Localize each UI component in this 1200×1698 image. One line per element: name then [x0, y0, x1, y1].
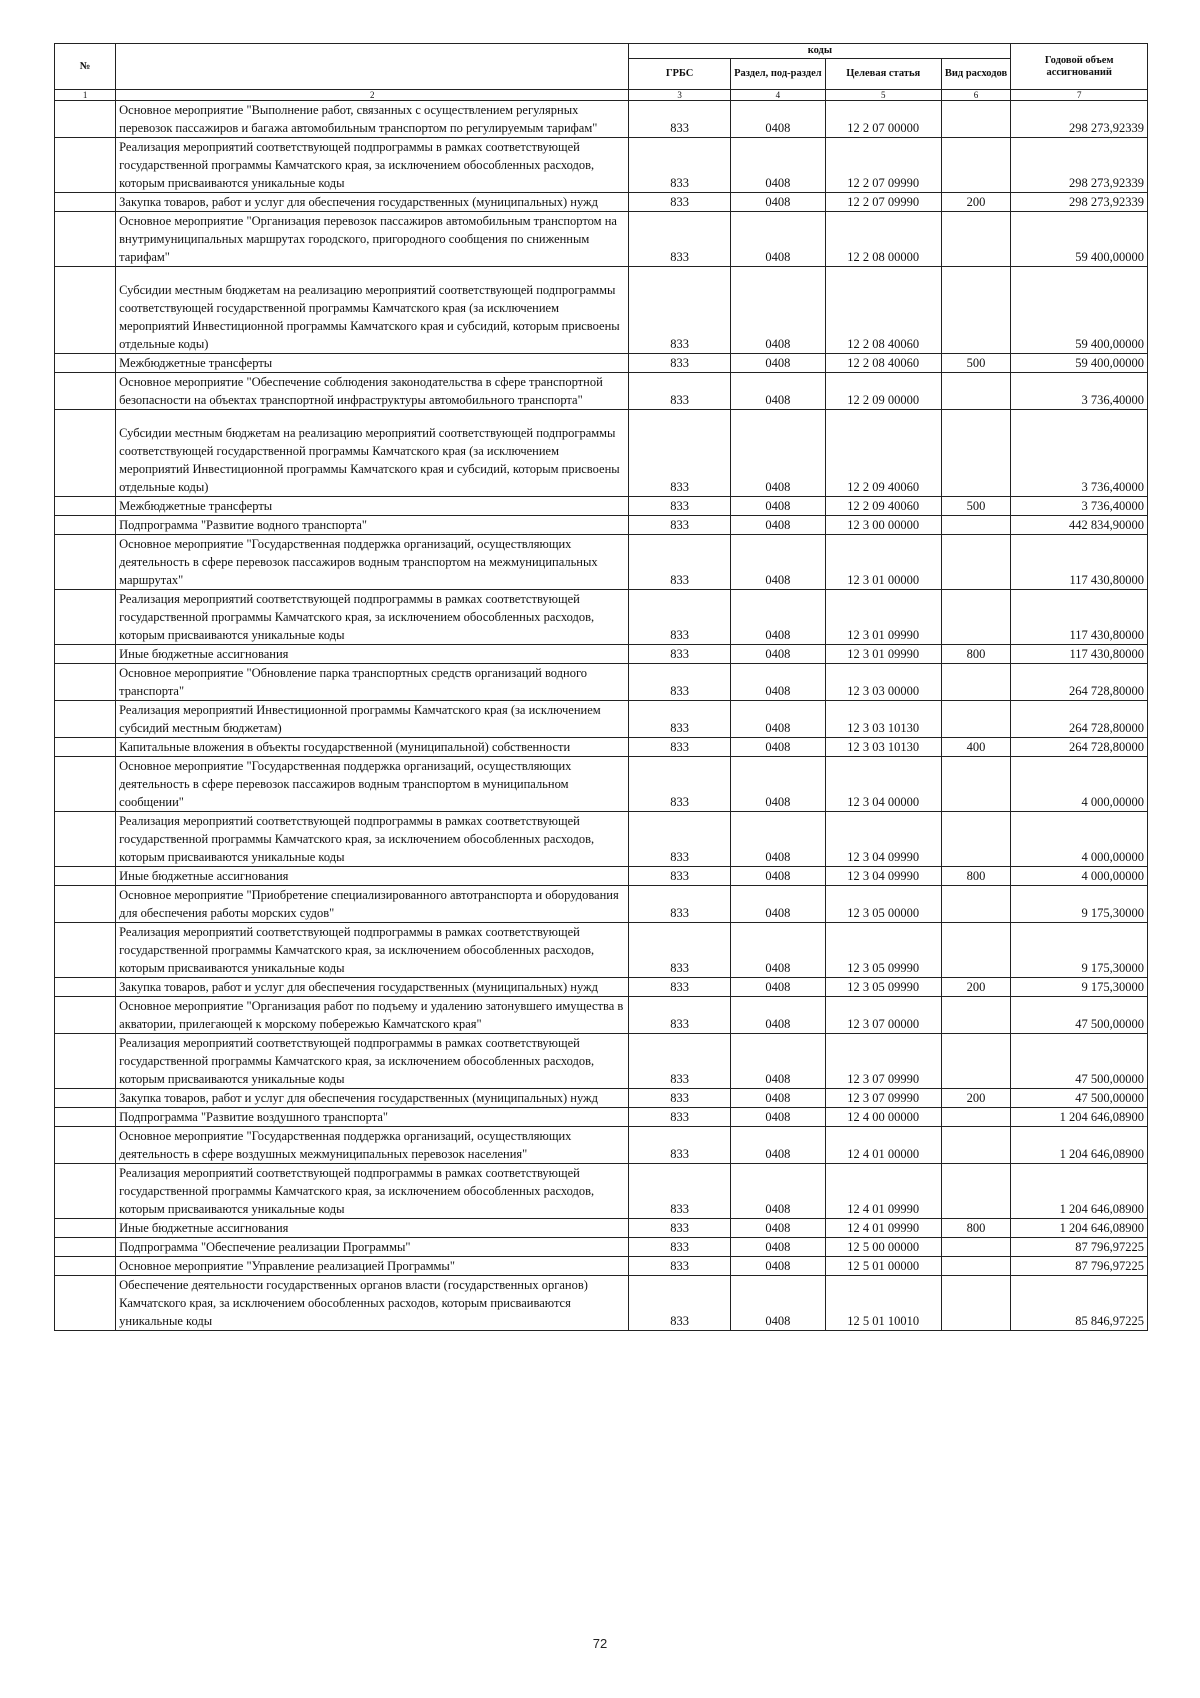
cell-target: 12 2 07 09990: [825, 138, 941, 193]
cell-number: [55, 535, 116, 590]
cell-section: 0408: [730, 410, 825, 497]
table-row: [55, 138, 1148, 193]
cell-number: [55, 664, 116, 701]
header-number: №: [55, 44, 116, 90]
cell-name: Подпрограмма "Обеспечение реализации Программы": [116, 1238, 629, 1257]
cell-number: [55, 757, 116, 812]
cell-name: Субсидии местным бюджетам на реализацию мероприятий соответствующей подпрограммы соответствующей государственной программы Камчатского края (за исключением мероприятий Инвестиционной программы Камчатского края и субсидий, которым присвоены отдельные коды): [116, 267, 629, 354]
cell-name: Основное мероприятие "Обновление парка транспортных средств организаций водного транспорта": [116, 664, 629, 701]
cell-amount: 59 400,00000: [1011, 354, 1148, 373]
cell-expense-type: [941, 1164, 1011, 1219]
cell-number: [55, 1257, 116, 1276]
cell-expense-type: [941, 1276, 1011, 1331]
table-row: [55, 1108, 1148, 1127]
cell-target: 12 5 01 00000: [825, 1257, 941, 1276]
cell-target: 12 3 07 09990: [825, 1089, 941, 1108]
cell-target: 12 2 08 40060: [825, 354, 941, 373]
column-number: 1: [55, 90, 116, 101]
header-amount: Годовой объем ассигнований: [1011, 44, 1148, 90]
cell-target: 12 2 08 00000: [825, 212, 941, 267]
cell-expense-type: [941, 1127, 1011, 1164]
cell-grbs: 833: [629, 1127, 731, 1164]
cell-grbs: 833: [629, 645, 731, 664]
cell-expense-type: 500: [941, 497, 1011, 516]
cell-grbs: 833: [629, 1219, 731, 1238]
cell-grbs: 833: [629, 757, 731, 812]
cell-name: Основное мероприятие "Государственная поддержка организаций, осуществляющих деятельность в сфере перевозок пассажиров водным транспортом на межмуниципальных маршрутах": [116, 535, 629, 590]
cell-section: 0408: [730, 354, 825, 373]
cell-amount: 47 500,00000: [1011, 1089, 1148, 1108]
cell-grbs: 833: [629, 1089, 731, 1108]
table-row: [55, 590, 1148, 645]
cell-target: 12 4 01 09990: [825, 1219, 941, 1238]
cell-expense-type: 800: [941, 1219, 1011, 1238]
cell-grbs: 833: [629, 812, 731, 867]
cell-number: [55, 410, 116, 497]
table-row: [55, 373, 1148, 410]
budget-table: [54, 43, 1148, 1331]
cell-section: 0408: [730, 1034, 825, 1089]
cell-expense-type: [941, 535, 1011, 590]
cell-target: 12 2 08 40060: [825, 267, 941, 354]
cell-target: 12 3 04 00000: [825, 757, 941, 812]
cell-number: [55, 101, 116, 138]
cell-amount: 1 204 646,08900: [1011, 1108, 1148, 1127]
cell-target: 12 3 04 09990: [825, 867, 941, 886]
cell-section: 0408: [730, 1127, 825, 1164]
cell-section: 0408: [730, 138, 825, 193]
cell-number: [55, 590, 116, 645]
cell-expense-type: [941, 1238, 1011, 1257]
cell-amount: 264 728,80000: [1011, 701, 1148, 738]
cell-section: 0408: [730, 738, 825, 757]
cell-section: 0408: [730, 590, 825, 645]
table-row: [55, 410, 1148, 497]
cell-name: Основное мероприятие "Выполнение работ, связанных с осуществлением регулярных перевозок пассажиров и багажа автомобильным транспортом по регулируемым тарифам": [116, 101, 629, 138]
cell-section: 0408: [730, 757, 825, 812]
header-section: Раздел, под-раздел: [730, 59, 825, 90]
cell-name: Закупка товаров, работ и услуг для обеспечения государственных (муниципальных) нужд: [116, 978, 629, 997]
cell-amount: 9 175,30000: [1011, 978, 1148, 997]
table-row: [55, 516, 1148, 535]
cell-section: 0408: [730, 101, 825, 138]
header-codes: коды: [629, 44, 1011, 59]
table-row: [55, 997, 1148, 1034]
cell-number: [55, 212, 116, 267]
cell-number: [55, 997, 116, 1034]
cell-expense-type: 800: [941, 867, 1011, 886]
column-number: 3: [629, 90, 731, 101]
cell-target: 12 5 00 00000: [825, 1238, 941, 1257]
table-row: [55, 1238, 1148, 1257]
cell-section: 0408: [730, 1257, 825, 1276]
cell-target: 12 5 01 10010: [825, 1276, 941, 1331]
cell-section: 0408: [730, 1164, 825, 1219]
cell-section: 0408: [730, 1219, 825, 1238]
table-row: [55, 867, 1148, 886]
cell-section: 0408: [730, 1089, 825, 1108]
cell-amount: 1 204 646,08900: [1011, 1127, 1148, 1164]
cell-amount: 298 273,92339: [1011, 193, 1148, 212]
cell-target: 12 3 05 00000: [825, 886, 941, 923]
cell-section: 0408: [730, 1108, 825, 1127]
cell-number: [55, 354, 116, 373]
cell-target: 12 2 07 09990: [825, 193, 941, 212]
cell-grbs: 833: [629, 354, 731, 373]
cell-expense-type: [941, 701, 1011, 738]
cell-section: 0408: [730, 867, 825, 886]
cell-target: 12 2 09 40060: [825, 497, 941, 516]
cell-number: [55, 812, 116, 867]
cell-grbs: 833: [629, 664, 731, 701]
cell-name: Обеспечение деятельности государственных органов власти (государственных органов) Камчатского края, за исключением обособленных расходов, которым присваиваются уникальные коды: [116, 1276, 629, 1331]
cell-expense-type: 500: [941, 354, 1011, 373]
cell-name: Основное мероприятие "Государственная поддержка организаций, осуществляющих деятельность в сфере перевозок пассажиров водным транспортом в муниципальном сообщении": [116, 757, 629, 812]
cell-target: 12 3 03 00000: [825, 664, 941, 701]
cell-grbs: 833: [629, 1108, 731, 1127]
cell-number: [55, 1034, 116, 1089]
cell-expense-type: 200: [941, 1089, 1011, 1108]
cell-target: 12 2 09 00000: [825, 373, 941, 410]
cell-target: 12 3 00 00000: [825, 516, 941, 535]
cell-name: Реализация мероприятий соответствующей подпрограммы в рамках соответствующей государственной программы Камчатского края, за исключением обособленных расходов, которым присваиваются уникальные коды: [116, 138, 629, 193]
cell-target: 12 4 00 00000: [825, 1108, 941, 1127]
cell-name: Межбюджетные трансферты: [116, 497, 629, 516]
table-row: [55, 1257, 1148, 1276]
cell-target: 12 3 03 10130: [825, 701, 941, 738]
table-row: [55, 645, 1148, 664]
cell-amount: 3 736,40000: [1011, 410, 1148, 497]
cell-expense-type: [941, 664, 1011, 701]
cell-grbs: 833: [629, 535, 731, 590]
cell-grbs: 833: [629, 410, 731, 497]
cell-target: 12 3 01 00000: [825, 535, 941, 590]
cell-name: Реализация мероприятий Инвестиционной программы Камчатского края (за исключением субсидий местным бюджетам): [116, 701, 629, 738]
cell-number: [55, 645, 116, 664]
cell-grbs: 833: [629, 1238, 731, 1257]
cell-name: Реализация мероприятий соответствующей подпрограммы в рамках соответствующей государственной программы Камчатского края, за исключением обособленных расходов, которым присваиваются уникальные коды: [116, 923, 629, 978]
cell-number: [55, 1164, 116, 1219]
cell-amount: 4 000,00000: [1011, 812, 1148, 867]
cell-expense-type: [941, 101, 1011, 138]
cell-grbs: 833: [629, 590, 731, 645]
cell-expense-type: [941, 997, 1011, 1034]
table-row: [55, 1219, 1148, 1238]
cell-amount: 3 736,40000: [1011, 497, 1148, 516]
cell-grbs: 833: [629, 193, 731, 212]
cell-grbs: 833: [629, 923, 731, 978]
cell-name: Капитальные вложения в объекты государственной (муниципальной) собственности: [116, 738, 629, 757]
cell-amount: 264 728,80000: [1011, 738, 1148, 757]
header-grbs: ГРБС: [629, 59, 731, 90]
cell-grbs: 833: [629, 1276, 731, 1331]
cell-amount: 117 430,80000: [1011, 590, 1148, 645]
cell-name: Подпрограмма "Развитие водного транспорта": [116, 516, 629, 535]
cell-name: Основное мероприятие "Организация перевозок пассажиров автомобильным транспортом на внутримуниципальных маршрутах городского, пригородного сообщения по сниженным тарифам": [116, 212, 629, 267]
cell-section: 0408: [730, 645, 825, 664]
cell-grbs: 833: [629, 101, 731, 138]
header-name: [116, 44, 629, 90]
cell-amount: 4 000,00000: [1011, 867, 1148, 886]
table-row: [55, 1034, 1148, 1089]
table-row: [55, 757, 1148, 812]
cell-target: 12 3 01 09990: [825, 645, 941, 664]
cell-grbs: 833: [629, 978, 731, 997]
cell-section: 0408: [730, 997, 825, 1034]
cell-expense-type: 800: [941, 645, 1011, 664]
header-target: Целевая статья: [825, 59, 941, 90]
cell-section: 0408: [730, 1276, 825, 1331]
cell-expense-type: [941, 1108, 1011, 1127]
column-number: 7: [1011, 90, 1148, 101]
cell-amount: 298 273,92339: [1011, 101, 1148, 138]
table-row: [55, 354, 1148, 373]
cell-amount: 264 728,80000: [1011, 664, 1148, 701]
cell-grbs: 833: [629, 373, 731, 410]
cell-amount: 9 175,30000: [1011, 886, 1148, 923]
cell-section: 0408: [730, 1238, 825, 1257]
cell-expense-type: [941, 138, 1011, 193]
cell-number: [55, 1127, 116, 1164]
cell-section: 0408: [730, 812, 825, 867]
cell-section: 0408: [730, 212, 825, 267]
cell-number: [55, 497, 116, 516]
table-row: [55, 267, 1148, 354]
table-row: [55, 535, 1148, 590]
cell-expense-type: [941, 373, 1011, 410]
cell-grbs: 833: [629, 701, 731, 738]
cell-name: Иные бюджетные ассигнования: [116, 1219, 629, 1238]
cell-target: 12 3 07 00000: [825, 997, 941, 1034]
cell-number: [55, 1108, 116, 1127]
cell-grbs: 833: [629, 997, 731, 1034]
cell-number: [55, 1276, 116, 1331]
cell-section: 0408: [730, 664, 825, 701]
cell-number: [55, 267, 116, 354]
cell-expense-type: [941, 516, 1011, 535]
cell-name: Реализация мероприятий соответствующей подпрограммы в рамках соответствующей государственной программы Камчатского края, за исключением обособленных расходов, которым присваиваются уникальные коды: [116, 1164, 629, 1219]
cell-number: [55, 1219, 116, 1238]
cell-amount: 87 796,97225: [1011, 1238, 1148, 1257]
cell-grbs: 833: [629, 1034, 731, 1089]
cell-number: [55, 886, 116, 923]
header-expense-type: Вид расходов: [941, 59, 1011, 90]
cell-section: 0408: [730, 373, 825, 410]
cell-name: Реализация мероприятий соответствующей подпрограммы в рамках соответствующей государственной программы Камчатского края, за исключением обособленных расходов, которым присваиваются уникальные коды: [116, 812, 629, 867]
cell-target: 12 3 07 09990: [825, 1034, 941, 1089]
cell-amount: 442 834,90000: [1011, 516, 1148, 535]
cell-amount: 117 430,80000: [1011, 535, 1148, 590]
cell-target: 12 2 09 40060: [825, 410, 941, 497]
cell-expense-type: [941, 812, 1011, 867]
cell-name: Основное мероприятие "Организация работ по подъему и удалению затонувшего имущества в акватории, прилегающей к морскому побережью Камчатского края": [116, 997, 629, 1034]
cell-grbs: 833: [629, 1164, 731, 1219]
cell-expense-type: [941, 590, 1011, 645]
cell-number: [55, 138, 116, 193]
table-row: [55, 1127, 1148, 1164]
table-row: [55, 978, 1148, 997]
cell-expense-type: [941, 1257, 1011, 1276]
cell-expense-type: [941, 886, 1011, 923]
column-number: 2: [116, 90, 629, 101]
cell-expense-type: [941, 212, 1011, 267]
cell-expense-type: [941, 1034, 1011, 1089]
cell-amount: 3 736,40000: [1011, 373, 1148, 410]
table-row: [55, 664, 1148, 701]
cell-section: 0408: [730, 193, 825, 212]
cell-amount: 85 846,97225: [1011, 1276, 1148, 1331]
cell-amount: 1 204 646,08900: [1011, 1164, 1148, 1219]
cell-grbs: 833: [629, 886, 731, 923]
cell-number: [55, 867, 116, 886]
cell-amount: 9 175,30000: [1011, 923, 1148, 978]
cell-grbs: 833: [629, 867, 731, 886]
cell-grbs: 833: [629, 267, 731, 354]
table-row: [55, 1089, 1148, 1108]
cell-section: 0408: [730, 701, 825, 738]
column-number: 4: [730, 90, 825, 101]
cell-target: 12 2 07 00000: [825, 101, 941, 138]
table-row: [55, 701, 1148, 738]
cell-name: Реализация мероприятий соответствующей подпрограммы в рамках соответствующей государственной программы Камчатского края, за исключением обособленных расходов, которым присваиваются уникальные коды: [116, 590, 629, 645]
column-number: 6: [941, 90, 1011, 101]
table-row: [55, 1276, 1148, 1331]
cell-section: 0408: [730, 886, 825, 923]
page-number: 72: [592, 1636, 608, 1651]
cell-amount: 87 796,97225: [1011, 1257, 1148, 1276]
cell-amount: 59 400,00000: [1011, 212, 1148, 267]
cell-number: [55, 701, 116, 738]
table-row: [55, 193, 1148, 212]
cell-expense-type: [941, 410, 1011, 497]
cell-section: 0408: [730, 497, 825, 516]
cell-section: 0408: [730, 535, 825, 590]
cell-name: Закупка товаров, работ и услуг для обеспечения государственных (муниципальных) нужд: [116, 1089, 629, 1108]
cell-target: 12 3 04 09990: [825, 812, 941, 867]
cell-amount: 117 430,80000: [1011, 645, 1148, 664]
cell-expense-type: 200: [941, 193, 1011, 212]
cell-number: [55, 516, 116, 535]
cell-name: Основное мероприятие "Приобретение специализированного автотранспорта и оборудования для обеспечения работы морских судов": [116, 886, 629, 923]
cell-target: 12 3 01 09990: [825, 590, 941, 645]
column-number-row: [55, 90, 1148, 101]
cell-name: Межбюджетные трансферты: [116, 354, 629, 373]
cell-amount: 47 500,00000: [1011, 997, 1148, 1034]
cell-target: 12 4 01 00000: [825, 1127, 941, 1164]
table-row: [55, 497, 1148, 516]
table-row: [55, 812, 1148, 867]
cell-grbs: 833: [629, 497, 731, 516]
cell-name: Основное мероприятие "Управление реализацией Программы": [116, 1257, 629, 1276]
cell-name: Иные бюджетные ассигнования: [116, 645, 629, 664]
cell-expense-type: [941, 267, 1011, 354]
table-header: [55, 44, 1148, 101]
cell-grbs: 833: [629, 138, 731, 193]
cell-grbs: 833: [629, 1257, 731, 1276]
cell-grbs: 833: [629, 212, 731, 267]
cell-expense-type: 400: [941, 738, 1011, 757]
cell-target: 12 3 05 09990: [825, 923, 941, 978]
table-row: [55, 1164, 1148, 1219]
cell-amount: 4 000,00000: [1011, 757, 1148, 812]
cell-section: 0408: [730, 516, 825, 535]
cell-name: Подпрограмма "Развитие воздушного транспорта": [116, 1108, 629, 1127]
cell-number: [55, 923, 116, 978]
cell-name: Основное мероприятие "Обеспечение соблюдения законодательства в сфере транспортной безопасности на объектах транспортной инфраструктуры автомобильного транспорта": [116, 373, 629, 410]
column-number: 5: [825, 90, 941, 101]
table-row: [55, 101, 1148, 138]
cell-name: Закупка товаров, работ и услуг для обеспечения государственных (муниципальных) нужд: [116, 193, 629, 212]
cell-amount: 298 273,92339: [1011, 138, 1148, 193]
cell-name: Субсидии местным бюджетам на реализацию мероприятий соответствующей подпрограммы соответствующей государственной программы Камчатского края (за исключением мероприятий Инвестиционной программы Камчатского края и субсидий, которым присвоены отдельные коды): [116, 410, 629, 497]
cell-expense-type: [941, 923, 1011, 978]
table-row: [55, 212, 1148, 267]
table-row: [55, 923, 1148, 978]
cell-number: [55, 1089, 116, 1108]
cell-expense-type: [941, 757, 1011, 812]
cell-number: [55, 1238, 116, 1257]
cell-number: [55, 978, 116, 997]
cell-name: Иные бюджетные ассигнования: [116, 867, 629, 886]
cell-expense-type: 200: [941, 978, 1011, 997]
table-row: [55, 886, 1148, 923]
cell-grbs: 833: [629, 516, 731, 535]
cell-section: 0408: [730, 923, 825, 978]
table-body: [55, 101, 1148, 1331]
cell-target: 12 3 05 09990: [825, 978, 941, 997]
cell-target: 12 3 03 10130: [825, 738, 941, 757]
cell-target: 12 4 01 09990: [825, 1164, 941, 1219]
cell-name: Основное мероприятие "Государственная поддержка организаций, осуществляющих деятельность в сфере воздушных межмуниципальных перевозок населения": [116, 1127, 629, 1164]
cell-amount: 59 400,00000: [1011, 267, 1148, 354]
table-row: [55, 738, 1148, 757]
cell-section: 0408: [730, 267, 825, 354]
cell-grbs: 833: [629, 738, 731, 757]
cell-number: [55, 738, 116, 757]
cell-name: Реализация мероприятий соответствующей подпрограммы в рамках соответствующей государственной программы Камчатского края, за исключением обособленных расходов, которым присваиваются уникальные коды: [116, 1034, 629, 1089]
cell-section: 0408: [730, 978, 825, 997]
cell-amount: 1 204 646,08900: [1011, 1219, 1148, 1238]
cell-number: [55, 373, 116, 410]
cell-number: [55, 193, 116, 212]
cell-amount: 47 500,00000: [1011, 1034, 1148, 1089]
